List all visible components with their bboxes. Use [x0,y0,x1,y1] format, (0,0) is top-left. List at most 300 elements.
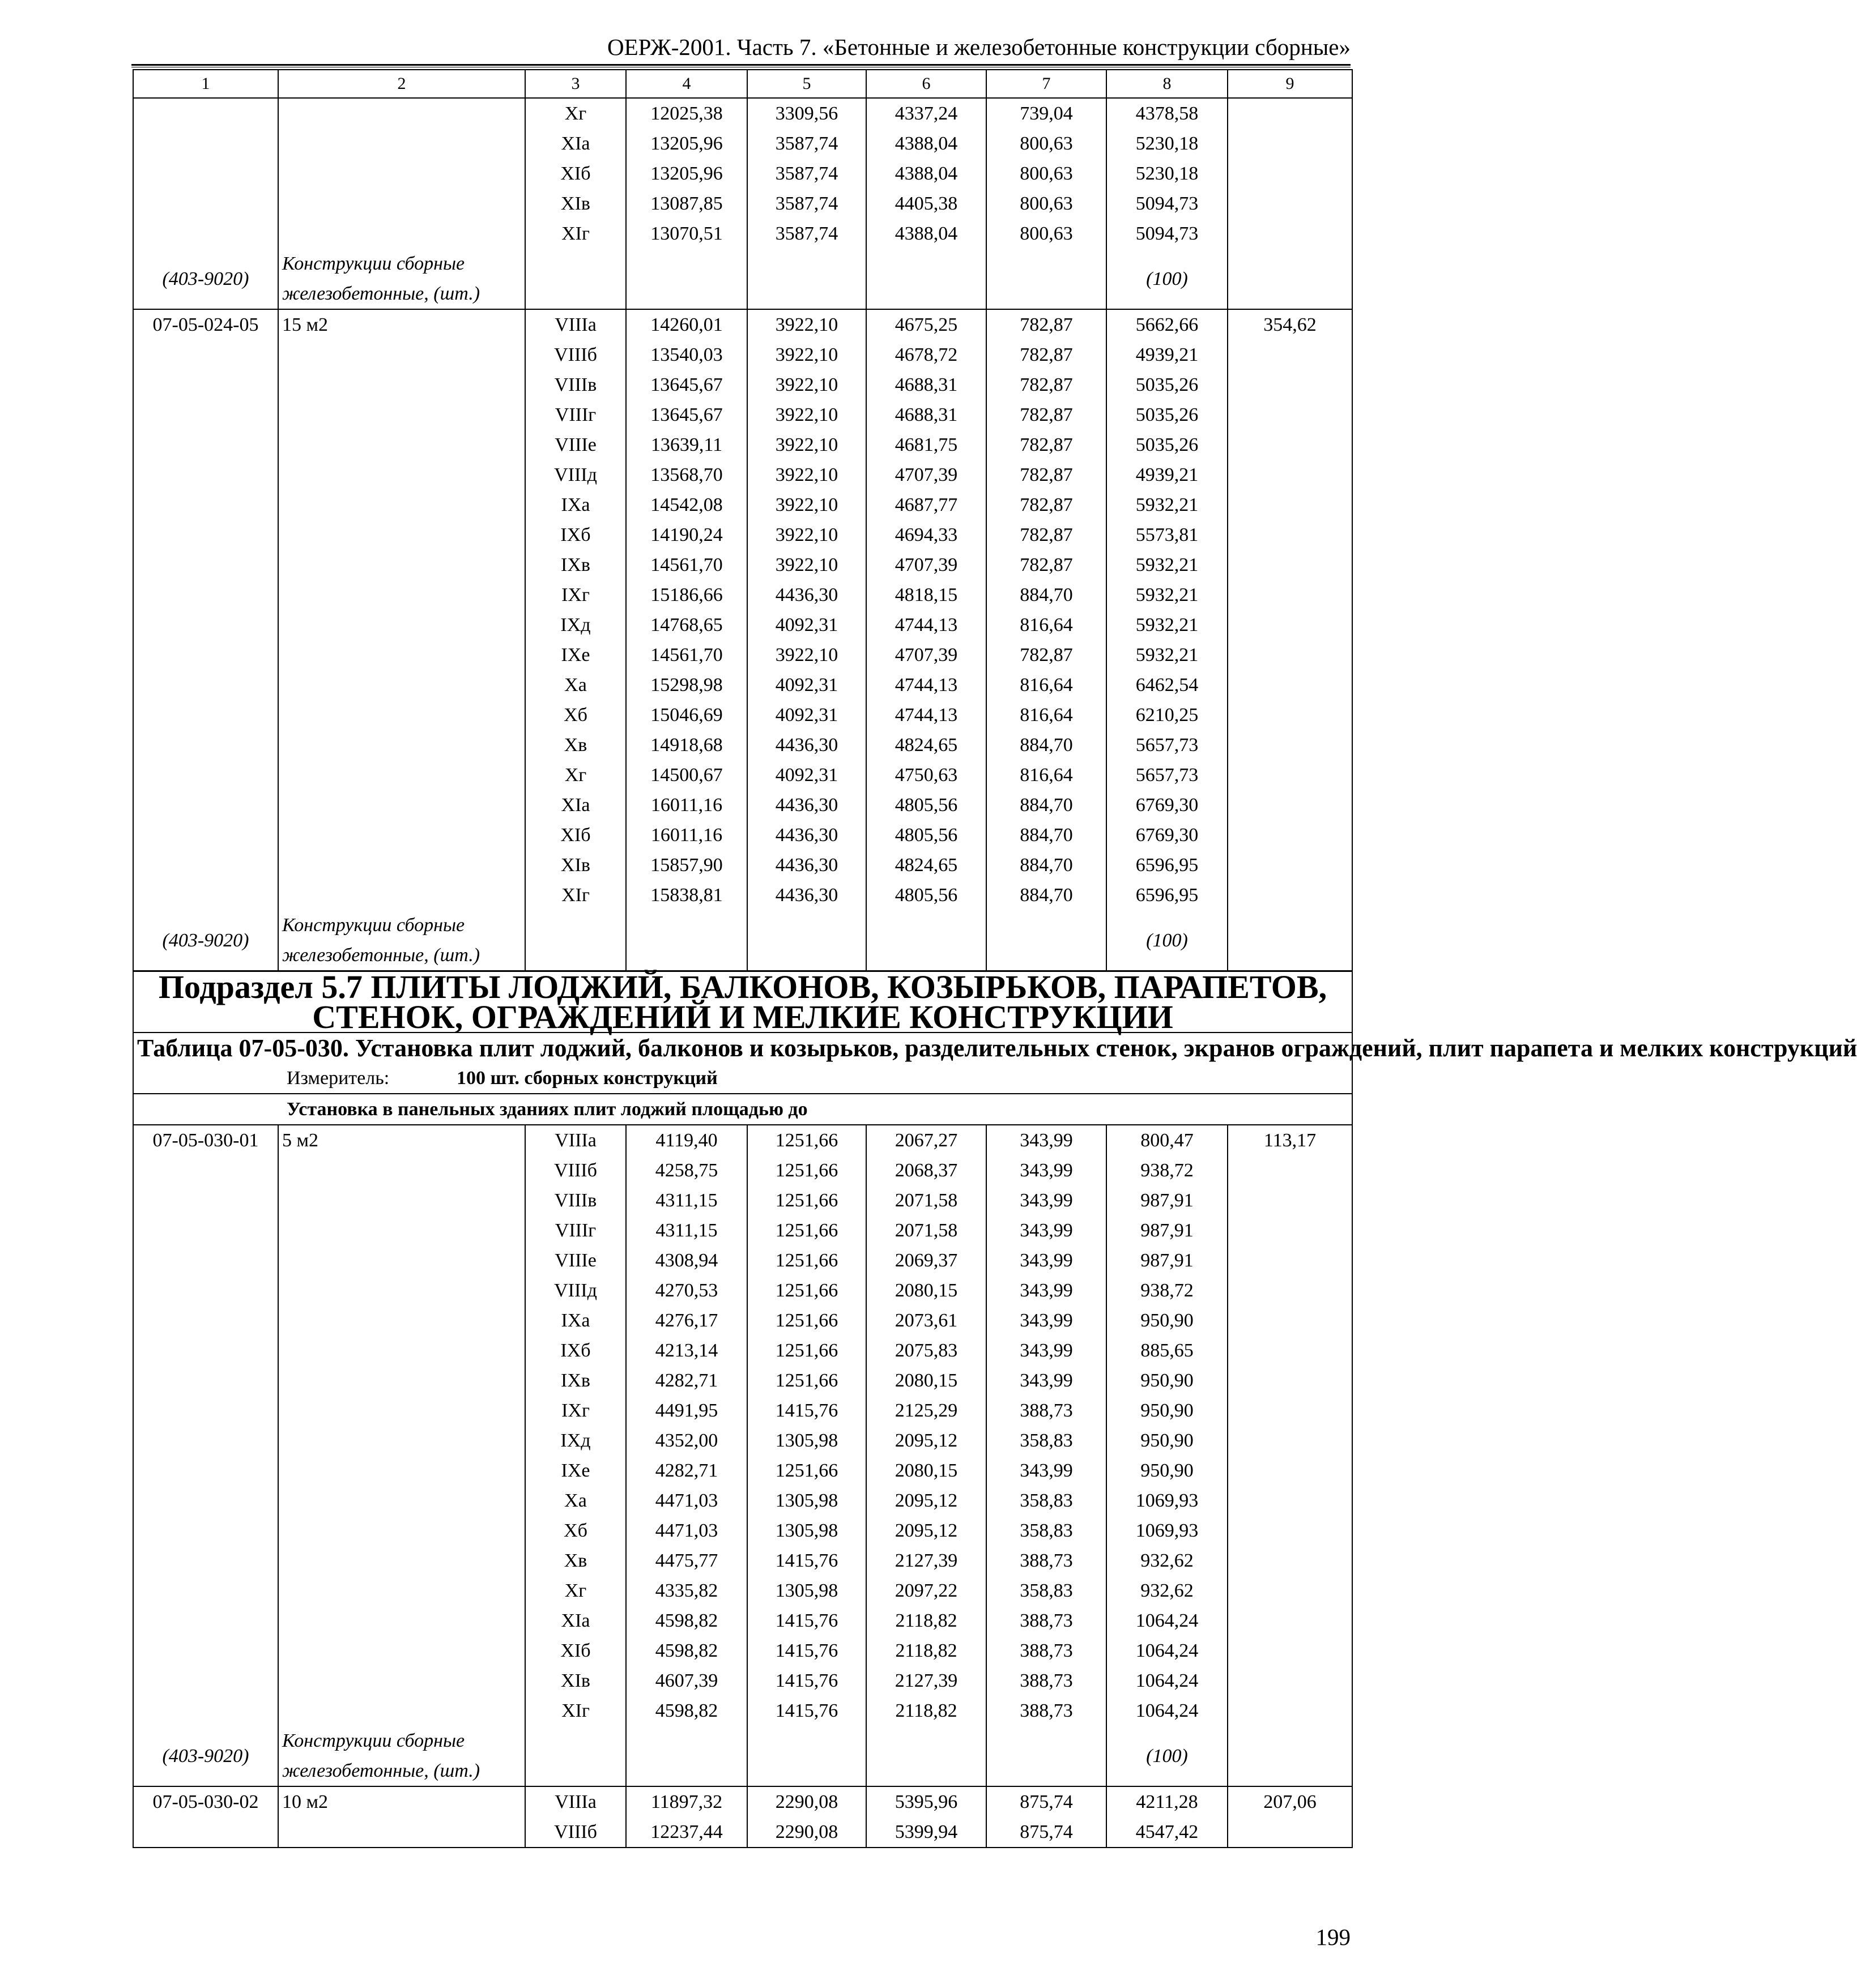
value-cell: 4388,04 [866,129,986,159]
empty-cell [133,1636,278,1666]
empty-cell [1228,98,1352,129]
zone-cell: IXе [525,640,626,670]
value-cell: 4744,13 [866,610,986,640]
value-cell: 2118,82 [866,1636,986,1666]
value-cell: 4707,39 [866,640,986,670]
value-cell: 4436,30 [747,790,866,820]
table-title: Таблица 07-05-030. Установка плит лоджий, балконов и козырьков, разделительных стенок, экранов ограждений, плит парапета и мелких конструкций [133,1033,1352,1063]
empty-cell [747,1726,866,1786]
empty-cell [1228,640,1352,670]
empty-cell [1228,249,1352,309]
value-cell: 987,91 [1106,1245,1228,1275]
table-row [133,1185,1352,1215]
empty-cell [1228,820,1352,850]
empty-cell [278,820,525,850]
empty-cell [278,520,525,550]
value-cell: 5094,73 [1106,219,1228,249]
empty-cell [133,730,278,760]
empty-cell [278,670,525,700]
value-cell: 4598,82 [626,1636,747,1666]
subsection-heading-row [133,971,1352,1033]
value-cell: 4939,21 [1106,460,1228,490]
empty-cell [986,910,1106,971]
empty-cell [278,1456,525,1486]
labor-cost-cell: 207,06 [1228,1786,1352,1817]
value-cell: 4491,95 [626,1396,747,1426]
zone-cell: Xа [525,1486,626,1516]
value-cell: 800,47 [1106,1125,1228,1155]
measurer [133,1063,1352,1094]
value-cell: 4282,71 [626,1366,747,1396]
table-row [133,730,1352,760]
empty-cell [1228,430,1352,460]
table-row [133,129,1352,159]
table-row [133,430,1352,460]
value-cell: 884,70 [986,580,1106,610]
value-cell: 782,87 [986,490,1106,520]
value-cell: 2290,08 [747,1786,866,1817]
empty-cell [133,1696,278,1726]
value-cell: 4547,42 [1106,1817,1228,1848]
value-cell: 358,83 [986,1486,1106,1516]
resource-name-line: Конструкции сборные [282,915,465,936]
value-cell: 5230,18 [1106,159,1228,189]
value-cell: 3922,10 [747,400,866,430]
value-cell: 5035,26 [1106,370,1228,400]
empty-cell [133,520,278,550]
value-cell: 782,87 [986,460,1106,490]
empty-cell [133,1546,278,1576]
value-cell: 932,62 [1106,1576,1228,1606]
empty-cell [278,1215,525,1245]
zone-cell: XIа [525,790,626,820]
zone-cell: Xг [525,1576,626,1606]
table-row [133,1426,1352,1456]
empty-cell [1228,1606,1352,1636]
value-cell: 4282,71 [626,1456,747,1486]
value-cell: 2127,39 [866,1546,986,1576]
value-cell: 4824,65 [866,850,986,880]
value-cell: 4436,30 [747,880,866,910]
table-row [133,520,1352,550]
value-cell: 4750,63 [866,760,986,790]
value-cell: 3922,10 [747,520,866,550]
empty-cell [278,1426,525,1456]
value-cell: 782,87 [986,430,1106,460]
empty-cell [278,430,525,460]
value-cell: 1069,93 [1106,1486,1228,1516]
empty-cell [1228,189,1352,219]
empty-cell [986,249,1106,309]
value-cell: 13087,85 [626,189,747,219]
subsection-heading-line: Подраздел 5.7 ПЛИТЫ ЛОДЖИЙ, БАЛКОНОВ, КОЗЫРЬКОВ, ПАРАПЕТОВ, [158,969,1327,1005]
column-number-cell: 7 [986,70,1106,98]
empty-cell [525,1726,626,1786]
value-cell: 2127,39 [866,1666,986,1696]
table-row [133,1696,1352,1726]
zone-cell: IXв [525,1366,626,1396]
empty-cell [133,370,278,400]
value-cell: 3309,56 [747,98,866,129]
value-cell: 1305,98 [747,1426,866,1456]
empty-cell [133,1366,278,1396]
value-cell: 13645,67 [626,400,747,430]
empty-cell [133,460,278,490]
value-cell: 2071,58 [866,1215,986,1245]
zone-cell: VIIIв [525,370,626,400]
empty-cell [278,1306,525,1336]
table-row [133,370,1352,400]
empty-cell [1228,610,1352,640]
value-cell: 4436,30 [747,850,866,880]
empty-cell [278,880,525,910]
empty-cell [747,910,866,971]
empty-cell [133,1336,278,1366]
value-cell: 2075,83 [866,1336,986,1366]
column-number-cell: 6 [866,70,986,98]
value-cell: 13568,70 [626,460,747,490]
empty-cell [1228,1215,1352,1245]
value-cell: 3587,74 [747,189,866,219]
value-cell: 5932,21 [1106,610,1228,640]
value-cell: 5573,81 [1106,520,1228,550]
install-heading [133,1094,1352,1125]
value-cell: 14500,67 [626,760,747,790]
zone-cell: VIIIе [525,430,626,460]
value-cell: 1305,98 [747,1486,866,1516]
table-row [133,670,1352,700]
empty-cell [1228,1275,1352,1306]
empty-cell [278,730,525,760]
empty-cell [278,460,525,490]
value-cell: 816,64 [986,610,1106,640]
empty-cell [1228,1336,1352,1366]
value-cell: 388,73 [986,1696,1106,1726]
table-row [133,850,1352,880]
value-cell: 3922,10 [747,309,866,340]
value-cell: 938,72 [1106,1275,1228,1306]
value-cell: 1415,76 [747,1666,866,1696]
value-cell: 358,83 [986,1576,1106,1606]
empty-cell [133,580,278,610]
empty-cell [278,640,525,670]
empty-cell [133,1396,278,1426]
zone-cell: Xа [525,670,626,700]
empty-cell [525,910,626,971]
value-cell: 2097,22 [866,1576,986,1606]
table-row [133,1786,1352,1817]
resource-row [133,1726,1352,1786]
empty-cell [133,340,278,370]
value-cell: 782,87 [986,400,1106,430]
value-cell: 884,70 [986,730,1106,760]
empty-cell [986,1726,1106,1786]
zone-cell: Xб [525,700,626,730]
value-cell: 950,90 [1106,1366,1228,1396]
zone-cell: IXб [525,1336,626,1366]
value-cell: 3587,74 [747,219,866,249]
value-cell: 5932,21 [1106,550,1228,580]
measurer-value: 100 шт. сборных конструкций [457,1068,718,1089]
value-cell: 5035,26 [1106,430,1228,460]
resource-name-line: Конструкции сборные [282,253,465,274]
value-cell: 15046,69 [626,700,747,730]
value-cell: 4092,31 [747,610,866,640]
column-number-cell: 8 [1106,70,1228,98]
value-cell: 782,87 [986,340,1106,370]
zone-cell: XIа [525,1606,626,1636]
value-cell: 15857,90 [626,850,747,880]
value-cell: 4092,31 [747,700,866,730]
empty-cell [1228,1245,1352,1275]
value-cell: 1251,66 [747,1366,866,1396]
empty-cell [278,1396,525,1426]
empty-cell [278,189,525,219]
column-number-cell: 1 [133,70,278,98]
zone-cell: IXе [525,1456,626,1486]
value-cell: 5035,26 [1106,400,1228,430]
zone-cell: XIв [525,850,626,880]
empty-cell [278,1275,525,1306]
empty-cell [1228,1306,1352,1336]
empty-cell [133,129,278,159]
value-cell: 3922,10 [747,340,866,370]
value-cell: 932,62 [1106,1546,1228,1576]
value-cell: 4598,82 [626,1696,747,1726]
empty-cell [278,700,525,730]
empty-cell [278,159,525,189]
empty-cell [278,1546,525,1576]
value-cell: 6769,30 [1106,820,1228,850]
empty-cell [133,98,278,129]
value-cell: 782,87 [986,520,1106,550]
value-cell: 388,73 [986,1636,1106,1666]
value-cell: 4805,56 [866,880,986,910]
subsection-heading-line: СТЕНОК, ОГРАЖДЕНИЙ И МЕЛКИЕ КОНСТРУКЦИИ [312,999,1173,1035]
table-row [133,400,1352,430]
empty-cell [278,1155,525,1185]
measurer-row [133,1063,1352,1094]
zone-cell: VIIIв [525,1185,626,1215]
zone-cell: XIб [525,159,626,189]
resource-code: (403-9020) [133,910,278,971]
zone-cell: XIб [525,1636,626,1666]
resource-name-line: железобетонные, (шт.) [282,283,480,304]
empty-cell [278,1245,525,1275]
value-cell: 4335,82 [626,1576,747,1606]
zone-cell: VIIIд [525,1275,626,1306]
value-cell: 4688,31 [866,370,986,400]
value-cell: 14260,01 [626,309,747,340]
empty-cell [1228,880,1352,910]
table-row [133,1546,1352,1576]
rate-name: 15 м2 [278,309,525,340]
empty-cell [278,1336,525,1366]
table-title-row [133,1033,1352,1063]
value-cell: 2095,12 [866,1516,986,1546]
empty-cell [278,1576,525,1606]
empty-cell [1228,219,1352,249]
install-heading-text: Установка в панельных зданиях плит лоджий площадью до [287,1099,808,1120]
empty-cell [133,1516,278,1546]
empty-cell [1228,1426,1352,1456]
value-cell: 343,99 [986,1125,1106,1155]
table-row [133,550,1352,580]
value-cell: 5932,21 [1106,640,1228,670]
value-cell: 1064,24 [1106,1606,1228,1636]
empty-cell [278,1486,525,1516]
table-row [133,490,1352,520]
value-cell: 4211,28 [1106,1786,1228,1817]
value-cell: 782,87 [986,550,1106,580]
zone-cell: XIв [525,1666,626,1696]
table-row [133,460,1352,490]
value-cell: 5399,94 [866,1817,986,1848]
table-row [133,790,1352,820]
value-cell: 6769,30 [1106,790,1228,820]
empty-cell [1228,730,1352,760]
value-cell: 4352,00 [626,1426,747,1456]
value-cell: 1251,66 [747,1125,866,1155]
resource-name [278,1726,525,1786]
value-cell: 950,90 [1106,1456,1228,1486]
value-cell: 4475,77 [626,1546,747,1576]
value-cell: 739,04 [986,98,1106,129]
empty-cell [133,550,278,580]
value-cell: 4681,75 [866,430,986,460]
value-cell: 2095,12 [866,1426,986,1456]
value-cell: 1251,66 [747,1456,866,1486]
zone-cell: IXв [525,550,626,580]
rate-name: 5 м2 [278,1125,525,1155]
column-number-cell: 5 [747,70,866,98]
empty-cell [133,159,278,189]
value-cell: 12237,44 [626,1817,747,1848]
empty-cell [747,249,866,309]
value-cell: 2125,29 [866,1396,986,1426]
value-cell: 15838,81 [626,880,747,910]
table-row [133,1245,1352,1275]
value-cell: 800,63 [986,129,1106,159]
value-cell: 875,74 [986,1817,1106,1848]
value-cell: 1415,76 [747,1606,866,1636]
empty-cell [626,910,747,971]
value-cell: 4213,14 [626,1336,747,1366]
empty-cell [1228,760,1352,790]
value-cell: 343,99 [986,1306,1106,1336]
value-cell: 4119,40 [626,1125,747,1155]
value-cell: 5932,21 [1106,580,1228,610]
value-cell: 1251,66 [747,1155,866,1185]
zone-cell: Xг [525,760,626,790]
zone-cell: IXг [525,1396,626,1426]
value-cell: 14561,70 [626,640,747,670]
empty-cell [278,1606,525,1636]
value-cell: 5932,21 [1106,490,1228,520]
table-row [133,340,1352,370]
empty-cell [133,400,278,430]
column-number-cell: 3 [525,70,626,98]
value-cell: 2073,61 [866,1306,986,1336]
rates-table [133,69,1857,1848]
value-cell: 4678,72 [866,340,986,370]
value-cell: 5230,18 [1106,129,1228,159]
value-cell: 1305,98 [747,1516,866,1546]
table-row [133,189,1352,219]
empty-cell [278,1516,525,1546]
value-cell: 3922,10 [747,370,866,400]
value-cell: 884,70 [986,790,1106,820]
value-cell: 358,83 [986,1426,1106,1456]
empty-cell [1228,1185,1352,1215]
empty-cell [1228,370,1352,400]
zone-cell: XIг [525,880,626,910]
labor-cost-cell: 113,17 [1228,1125,1352,1155]
value-cell: 1251,66 [747,1306,866,1336]
value-cell: 1305,98 [747,1576,866,1606]
table-row [133,760,1352,790]
value-cell: 816,64 [986,700,1106,730]
zone-cell: Xб [525,1516,626,1546]
value-cell: 13645,67 [626,370,747,400]
empty-cell [133,219,278,249]
table-row [133,1576,1352,1606]
table-row [133,610,1352,640]
empty-cell [133,880,278,910]
empty-cell [133,850,278,880]
value-cell: 1069,93 [1106,1516,1228,1546]
value-cell: 6596,95 [1106,850,1228,880]
table-row [133,880,1352,910]
table-row [133,700,1352,730]
rate-code: 07-05-030-02 [133,1786,278,1817]
table-row [133,219,1352,249]
zone-cell: XIа [525,129,626,159]
subsection-heading [133,971,1352,1033]
value-cell: 13205,96 [626,159,747,189]
empty-cell [278,850,525,880]
zone-cell: VIIIе [525,1245,626,1275]
table-row [133,1666,1352,1696]
value-cell: 4270,53 [626,1275,747,1306]
empty-cell [1228,1396,1352,1426]
value-cell: 4818,15 [866,580,986,610]
resource-qty: (100) [1106,249,1228,309]
empty-cell [1228,1726,1352,1786]
value-cell: 4598,82 [626,1606,747,1636]
labor-cost-cell: 354,62 [1228,309,1352,340]
value-cell: 1415,76 [747,1696,866,1726]
empty-cell [133,1215,278,1245]
resource-name [278,249,525,309]
value-cell: 15186,66 [626,580,747,610]
value-cell: 3922,10 [747,640,866,670]
zone-cell: VIIIб [525,1155,626,1185]
value-cell: 2071,58 [866,1185,986,1215]
empty-cell [1228,910,1352,971]
zone-cell: XIг [525,219,626,249]
empty-cell [133,670,278,700]
empty-cell [133,1486,278,1516]
resource-name [278,910,525,971]
value-cell: 14561,70 [626,550,747,580]
empty-cell [626,249,747,309]
value-cell: 782,87 [986,640,1106,670]
empty-cell [1228,1666,1352,1696]
empty-cell [278,760,525,790]
empty-cell [133,1275,278,1306]
value-cell: 4337,24 [866,98,986,129]
